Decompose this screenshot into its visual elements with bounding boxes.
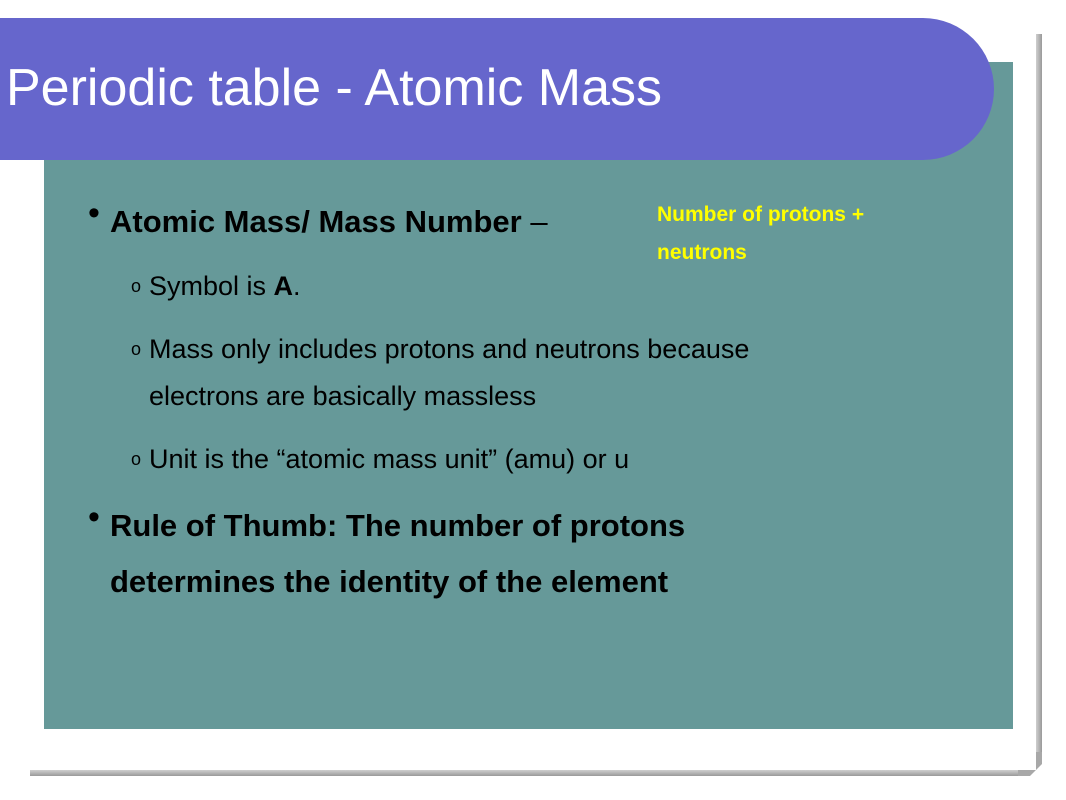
sub-bullet-mass-line2: electrons are basically massless — [149, 381, 537, 411]
sub-bullet-marker: o — [131, 339, 142, 359]
sub-bullet-symbol — [149, 266, 301, 306]
bullet-atomic-mass — [110, 204, 548, 240]
bullet-dash: – — [521, 204, 548, 239]
page-curl-decoration — [1018, 752, 1042, 776]
slide-title: Periodic table - Atomic Mass — [6, 59, 663, 117]
bullet-marker: • — [88, 194, 100, 232]
sub-bullet-mass-line1: Mass only includes protons and neutrons because — [149, 334, 750, 364]
definition-note: Number of protons + neutrons — [657, 203, 865, 264]
sub-bullet-unit: Unit is the “atomic mass unit” (amu) or u — [149, 444, 630, 474]
bullet-rule-line1: Rule of Thumb: The number of protons — [110, 508, 686, 543]
symbol-letter: A — [273, 271, 294, 301]
page-shadow-bottom — [30, 770, 1024, 776]
sub-bullet-marker: o — [131, 276, 142, 296]
sub-bullet-symbol-suffix: . — [293, 271, 301, 301]
bullet-rule-line2: determines the identity of the element — [110, 564, 669, 599]
bullet-marker: • — [88, 498, 100, 536]
sub-bullet-marker: o — [131, 449, 142, 469]
page-shadow-right — [1036, 34, 1042, 756]
bullet-atomic-mass-text: Atomic Mass/ Mass Number — [110, 204, 522, 239]
sub-bullet-symbol-prefix: Symbol is — [149, 271, 274, 301]
